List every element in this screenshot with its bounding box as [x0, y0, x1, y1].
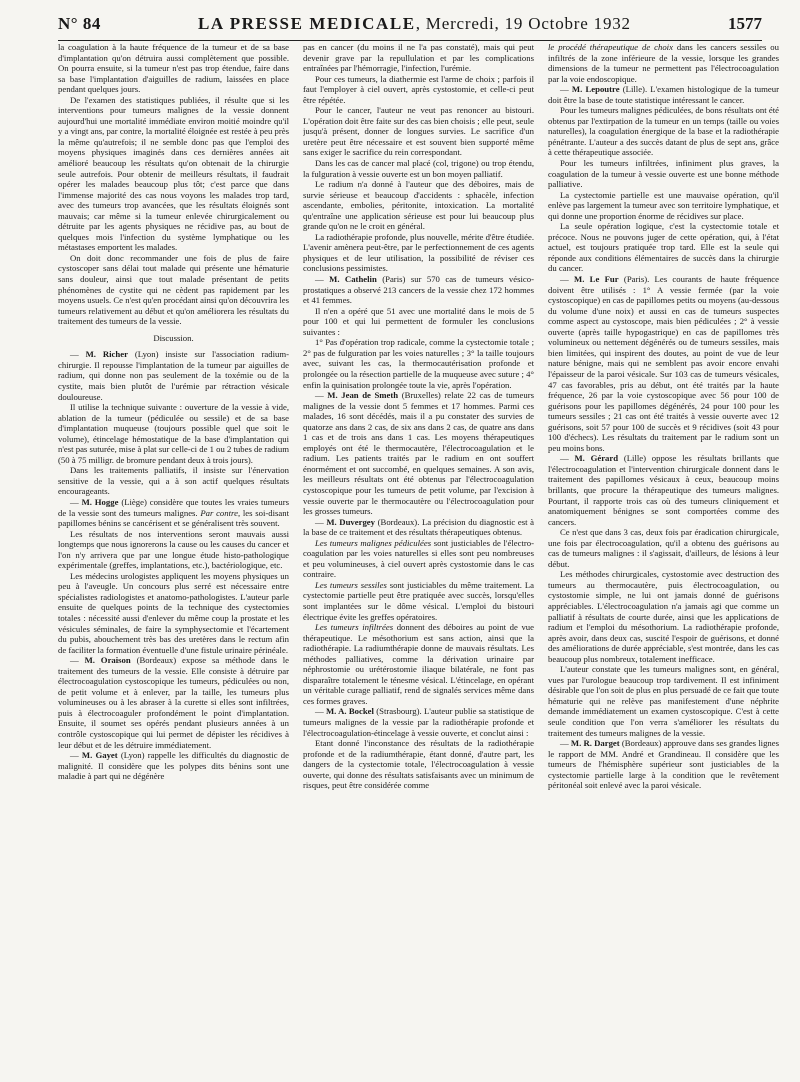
paragraph: De l'examen des statistiques publiées, il résulte que si les interventions pour tumeurs malignes de la vessie donnent aujourd'hui une mortalité immédiate environ moitié moindre qu'il y a vingt ans, par contre, la mortalité éloignée est restée à peu près la même qu'autrefois; il ne semble donc pas que l'emploi des moyens physiques imaginés dans ces dernières années ait amélioré beaucoup les résultats qu'on obtenait de la chirurgie seule autrefois. Pour obtenir de meilleurs résultats, il faudrait opérer les malades beaucoup plus tôt; c'est parce que dans l'immense majorité des cas nous voyons les malades trop tard, avec des tumeurs trop avancées, que les résultats éloignés sont mauvais; car même si la tumeur enlevée chirurgicalement ou détruite par les agents physiques ne récidive pas, au bout de quelques mois l'infection du système lymphatique ou les métastases emportent les malades. [58, 94, 289, 253]
paragraph: Le radium n'a donné à l'auteur que des déboires, mais de survie sérieuse et beaucoup d'accidents : sphacèle, infection ascendante, embolies, péritonite, intoxication. La mortalité qu'entraîne une application sérieuse est pour lui beaucoup plus grande qu'on ne le croit en général. [303, 179, 534, 232]
paragraph: L'auteur constate que les tumeurs malignes sont, en général, vues par l'urologue beaucoup trop tardivement. Il est infiniment désirable que l'on soit de plus en plus persuadé de ce fait que toute hématurie qui ne relève pas manifestement d'une néphrite demande immédiatement un examen cystoscopique. C'est à cette seule condition que l'on verra s'améliorer les résultats du traitement des tumeurs malignes de la vessie. [548, 664, 779, 738]
column-1 [58, 42, 289, 1072]
paragraph: Ce n'est que dans 3 cas, deux fois par éradication chirurgicale, une fois par électrocoagulation, qu'il a obtenu des guérisons au cas de tumeurs malignes : il s'agissait, d'ailleurs, de lésions à leur début. [548, 527, 779, 569]
column-3 [548, 42, 779, 1072]
paragraph: — M. Gérard (Lille) oppose les résultats brillants que l'électrocoagulation et l'intervention chirurgicale donnent dans le traitement des papillomes vésicaux à ceux, beaucoup moins brillants, que procure la thérapeutique des tumeurs malignes. Pourtant, il rapporte trois cas où des tumeurs cliniquement et anatomiquement bénignes se sont comportées comme des cancers. [548, 453, 779, 527]
issue-date: , Mercredi, 19 Octobre 1932 [415, 14, 631, 33]
speaker-name: M. Lepoutre [571, 84, 620, 95]
speaker-name: M. Le Fur [574, 274, 619, 285]
speaker-name: M. Jean de Smeth [327, 390, 399, 401]
paragraph-text: (Lyon) rappelle les difficultés du diagnostic de malignité. Il considère que les polypes dits bénins sont une maladie à part qui ne dégénère [58, 750, 289, 782]
speaker-name: M. Cathelin [329, 274, 377, 285]
paragraph-text: (Lyon) insiste sur l'association radium-chirurgie. Il repousse l'implantation de la tumeur par aiguilles de radium, qui donne non pas seulement de la toxémie ou de la cystite, mais bien plutôt de l'urémie par rétraction vésicale douloureuse. [58, 349, 289, 402]
paragraph: — M. Gayet (Lyon) rappelle les difficultés du diagnostic de malignité. Il considère que les polypes dits bénins sont une maladie à part qui ne dégénère [58, 750, 289, 782]
page-number: 1577 [728, 14, 762, 33]
issue-number: N° 84 [58, 14, 101, 33]
paragraph: — M. Lepoutre (Lille). L'examen histologique de la tumeur doit être la base de toute statistique intéressant le cancer. [548, 84, 779, 105]
paragraph: — M. Oraison (Bordeaux) expose sa méthode dans le traitement des tumeurs de la vessie. Elle consiste à détruire par électrocoagulation cystoscopique les tumeurs, pédiculées ou non, de petit volume et à enlever, par la taille, les tumeurs plus volumineuses ou à les abraser à la curette si elles sont infiltrées, puis à électrocoaguler profondément le point d'implantation. Ensuite, il soumet ses opérés pendant plusieurs années à un contrôle cystoscopique qui lui permet de dépister les récidives à leur début et de les détruire immédiatement. [58, 655, 289, 750]
page-header [58, 14, 762, 41]
paragraph: Pour ces tumeurs, la diathermie est l'arme de choix ; parfois il faut l'employer à ciel ouvert, après cystostomie, et celle-ci peut être répétée. [303, 73, 534, 105]
paragraph: Les méthodes chirurgicales, cystostomie avec destruction des tumeurs au thermocautère, puis électrocoagulation, ou cystostomie simple, ne lui ont jamais donné de guérisons appréciables. L'électrocoagulation n'a jamais agi que comme un palliatif à résultats de courte durée, ainsi que les applications de radium et l'emploi du mésothorium. La radiothérapie profonde, après avoir, dans deux cas, suscité l'espoir de guérisons, et donné des améliorations de durée appréciable, s'est montrée, dans les cas beaucoup plus nombreux, totalement inefficace. [548, 569, 779, 664]
masthead-title: LA PRESSE MEDICALE [197, 14, 416, 33]
emphasis-text: Les tumeurs malignes pédiculées [315, 537, 432, 548]
paragraph [548, 42, 779, 84]
paragraph: La cystectomie partielle est une mauvaise opération, qu'il enlève pas largement la tumeur avec son territoire lymphatique, et qui donne une proportion énorme de récidives sur place. [548, 189, 779, 221]
paragraph-text: (Paris). Les courants de haute fréquence doivent être utilisés : 1° A vessie fermée (par la voie cystoscopique) en cas de papillomes petits ou moyens (au-dessous du volume d'une noix) et aussi en cas de tumeurs suspectes comme aspect au cystoscope, mais bien pédiculées ; 2° à vessie ouverte (après taille hypogastrique) en cas de papillomes très volumineux ou nettement dégénérés ou de tumeurs sessiles, mais bien limitées, qui inspirent des doutes, au point de vue de leur nature bénigne, mais qui ne semblent pas avoir encore envahi l'épaisseur de la paroi vésicale. Sur 103 cas de tumeurs vésicales, 47 cas favorables, pris au début, ont été traités par la haute fréquence, 26 par la voie cystoscopique avec 56 pour 100 de guérisons pour les papillomes dégénérés, 24 pour 100 pour les tumeurs sessiles ; 21 cas ont été traités à vessie ouverte avec 12 guérisons, soit 57 pour 100 de succès et 9 récidives (soit 43 pour 100 d'échecs). Les résultats du traitement par le radium sont un peu moins bons. [548, 274, 779, 453]
paragraph-text: (Paris) sur 570 cas de tumeurs vésico-prostatiques a observé 213 cancers de la vessie chez 172 hommes et 41 femmes. [303, 274, 534, 306]
paragraph-text: dans les cancers sessiles ou infiltrés de la zone inférieure de la vessie, lorsque les grandes dimensions de la tumeur ne permettent pas l'électrocoagulation par la voie endoscopique. [548, 42, 779, 84]
paragraph-text: (Liège) considère que toutes les vraies tumeurs de la vessie sont des tumeurs malignes. [58, 496, 289, 518]
paragraph: Dans les cas de cancer mal placé (col, trigone) ou trop étendu, la fulguration à vessie ouverte est un bon moyen palliatif. [303, 158, 534, 179]
paragraph: On doit donc recommander une fois de plus de faire cystoscoper sans délai tout malade qui présente une hématurie sans douleur, ainsi que tout malade présentant de petits phénomènes de cystite qui ne cèdent pas rapidement par les moyens usuels. Ce n'est qu'en procédant ainsi qu'on découvrira les tumeurs relativement au début et qu'on améliorera les résultats du traitement des tumeurs de la vessie. [58, 252, 289, 327]
paragraph: Dans les traitements palliatifs, il insiste sur l'énervation sensitive de la vessie, qui a à son actif quelques résultats encourageants. [58, 465, 289, 497]
paragraph: Etant donné l'inconstance des résultats de la radiothérapie profonde et de la radiumthérapie, étant donné, d'autre part, les dangers de la cystectomie totale, l'électrocoagulation à vessie ouverte, qui donne des résultats satisfaisants avec un minimum de risques, peut être considérée comme [303, 738, 534, 791]
paragraph [303, 580, 534, 622]
paragraph: Les médecins urologistes appliquent les moyens physiques un peu à l'aveugle. Un concours plus serré est nécessaire entre spécialistes radiologistes et anatomo-pathologistes. L'auteur parle ensuite de quelques points de la technique des cystectomies totales : nécessité aussi d'enlever du même coup la prostate et les vésicules séminales, de faire la symphysectomie et l'écartement du pubis, abouchement très bas des uretères dans le rectum afin de faciliter la formation éventuelle d'une fistule urinaire périnéale. [58, 570, 289, 655]
paragraph: — M. Richer (Lyon) insiste sur l'association radium-chirurgie. Il repousse l'implantation de la tumeur par aiguilles de radium, qui donne non pas seulement de la toxémie ou de la cystite, mais bien plutôt de l'urémie par rétraction vésicale douloureuse. [58, 349, 289, 402]
paragraph-text: (Bordeaux) approuve dans ses grandes lignes le rapport de MM. André et Grandineau. Il considère que les tumeurs de l'hémisphère supérieur sont justiciables de la cystectomie partielle large à la condition que le revêtement péritonéal soit enlevé avec la paroi vésicale. [548, 738, 779, 791]
paragraph-text: sont justiciables du même traitement. La cystectomie partielle peut être pratiquée avec succès, lorsqu'elles sont implantées sur le dôme vésical. L'emploi du bistouri électrique évite les greffes opératoires. [303, 579, 534, 622]
paragraph-text: (Strasbourg). L'auteur publie sa statistique de tumeurs malignes de la vessie par la radiothérapie profonde et l'électrocoagulation-étincelage à vessie ouverte, et conclut ainsi : [303, 706, 534, 738]
emphasis-text: Par contre [200, 507, 238, 518]
paragraph: Il utilise la technique suivante : ouverture de la vessie à vide, ablation de la tumeur (pédiculée ou sessile) et de sa base d'implantation muqueuse (toujours possible quel que soit le volume), étincelage hémostatique de la base d'implantation qui n'est pas suturée, mise à plat sur celle-ci de 1 ou 2 tubes de radium (50 à 75 milligr. de bromure pendant deux à trois jours). [58, 402, 289, 465]
column-2 [303, 42, 534, 1072]
paragraph [303, 538, 534, 580]
paragraph: — M. R. Darget (Bordeaux) approuve dans ses grandes lignes le rapport de MM. André et Grandineau. Il considère que les tumeurs de l'hémisphère supérieur sont justiciables de la cystectomie partielle large à la condition que le revêtement péritonéal soit enlevé avec la paroi vésicale. [548, 738, 779, 791]
paragraph: 1° Pas d'opération trop radicale, comme la cystectomie totale ; 2° pas de fulguration par les voies naturelles ; 3° la taille toujours avec, suivant les cas, la thermocautérisation profonde et prolongée ou la résection partielle de la muqueuse avec suture ; 4° enfin la quinisation prolongée toute la vie, après l'opération. [303, 337, 534, 390]
speaker-name: M. Richer [85, 349, 128, 360]
speaker-name: M. Oraison [84, 655, 131, 666]
emphasis-text: le procédé thérapeutique de choix [548, 42, 673, 52]
paragraph: — M. Duvergey (Bordeaux). La précision du diagnostic est à la base de ce traitement et des résultats thérapeutiques obtenus. [303, 516, 534, 538]
speaker-name: M. Hogge [81, 496, 119, 507]
paragraph: — M. Jean de Smeth (Bruxelles) relate 22 cas de tumeurs malignes de la vessie dont 5 femmes et 17 hommes. Parmi ces malades, 16 sont décédés, mais il a pu constater des survies de quatorze ans dans 2 cas, de six ans dans 2 cas, de quatre ans dans 1 cas et de trois ans dans 1 cas. Les moyens thérapeutiques employés ont été le thermocautère, l'électrocoagulation et le radium. Les patients traités par le radium en ont souffert énormément et ont succombé, en quelques semaines. A son avis, les meilleurs résultats ont été obtenus par l'électrocoagulation cystoscopique pour les tumeurs de petit volume, par l'excision à vessie ouverte par le thermocautère ou l'électrocoagulation pour les grosses tumeurs. [303, 390, 534, 517]
paragraph: — M. A. Bockel (Strasbourg). L'auteur publie sa statistique de tumeurs malignes de la vessie par la radiothérapie profonde et l'électrocoagulation-étincelage à vessie ouverte, et conclut ainsi : [303, 706, 534, 738]
speaker-name: M. A. Bockel [325, 706, 374, 717]
paragraph [303, 622, 534, 706]
speaker-name: M. Gérard [574, 453, 619, 464]
paragraph: pas en cancer (du moins il ne l'a pas constaté), mais qui peut devenir grave par la repullulation et par les complications entraînées par l'hémorragie, l'infection, l'urémie. [303, 42, 534, 74]
emphasis-text: Les tumeurs sessiles [315, 579, 387, 590]
paragraph: Pour le cancer, l'auteur ne veut pas renoncer au bistouri. L'opération doit être faite sur des cas bien choisis ; elle peut, seule jusqu'à présent, donner de longues survies. Le sacrifice d'un uretère peut être nécessaire et est souvent bien supporté même sans exiger le sacrifice du rein correspondant. [303, 105, 534, 158]
paragraph: la coagulation à la haute fréquence de la tumeur et de sa base d'implantation qu'on détruira aussi complètement que possible. On pourra ensuite, si la tumeur n'est pas trop étendue, faire dans sa base l'implantation d'aiguilles de radium, laissées en place pendant quelques jours. [58, 42, 289, 95]
emphasis-text: Les tumeurs infiltrées [315, 622, 394, 633]
paragraph: — M. Le Fur (Paris). Les courants de haute fréquence doivent être utilisés : 1° A vessie fermée (par la voie cystoscopique) en cas de papillomes petits ou moyens (au-dessous du volume d'une noix) et aussi en cas de tumeurs suspectes comme aspect au cystoscope, mais bien pédiculées ; 2° à vessie ouverte (après taille hypogastrique) en cas de papillomes très volumineux ou nettement dégénérés ou de tumeurs sessiles, mais bien limitées, qui inspirent des doutes, au point de vue de leur nature bénigne, mais qui ne semblent pas avoir encore envahi l'épaisseur de la paroi vésicale. Sur 103 cas de tumeurs vésicales, 47 cas favorables, pris au début, ont été traités par la haute fréquence, 26 par la voie cystoscopique avec 56 pour 100 de guérisons pour les papillomes dégénérés, 24 pour 100 pour les tumeurs sessiles ; 21 cas ont été traités à vessie ouverte avec 12 guérisons, soit 57 pour 100 de succès et 9 récidives (soit 43 pour 100 d'échecs). Les résultats du traitement par le radium sont un peu moins bons. [548, 274, 779, 453]
paragraph: — M. Hogge (Liège) considère que toutes les vraies tumeurs de la vessie sont des tumeurs malignes. Par contre, les soi-disant papillomes bénins se cancérisent et se généralisent très souvent. [58, 496, 289, 529]
paragraph: La seule opération logique, c'est la cystectomie totale et précoce. Nous ne pouvons juger de cette opération, qui, à l'état actuel, est toujours pratiquée trop tard. Elle est la seule qui réponde aux conditions élémentaires de succès dans la chirurgie du cancer. [548, 221, 779, 274]
paragraph-text: (Bordeaux). La précision du diagnostic est à la base de ce traitement et des résultats thérapeutiques obtenus. [303, 516, 534, 538]
speaker-name: M. Duvergey [326, 516, 376, 527]
speaker-name: M. Gayet [81, 750, 118, 761]
paragraph-text: (Bruxelles) relate 22 cas de tumeurs malignes de la vessie dont 5 femmes et 17 hommes. Parmi ces malades, 16 sont décédés, mais il a pu constater des survies de quatorze ans dans 2 cas, de six ans dans 2 cas, de quatre ans dans 1 cas et de trois ans dans 1 cas. Les moyens thérapeutiques employés ont été le thermocautère, l'électrocoagulation et le radium. Les patients traités par le radium en ont souffert énormément et ont succombé, en quelques semaines. A son avis, les meilleurs résultats ont été obtenus par l'électrocoagulation cystoscopique pour les tumeurs de petit volume, par l'excision à vessie ouverte par le thermocautère ou l'électrocoagulation pour les grosses tumeurs. [303, 390, 534, 517]
text-columns [58, 42, 780, 1072]
section-heading: Discussion. [153, 332, 194, 343]
paragraph-text: (Bordeaux) expose sa méthode dans le traitement des tumeurs de la vessie. Elle consiste à détruire par électrocoagulation cystoscopique les tumeurs, pédiculées ou non, de petit volume et à enlever, par la taille, les tumeurs plus volumineuses ou à les abraser à la curette si elles sont infiltrées, puis à électrocoaguler profondément le point d'implantation. Ensuite, il soumet ses opérés pendant plusieurs années à un contrôle cystoscopique qui lui permet de dépister les récidives à leur début et de les détruire immédiatement. [58, 655, 289, 750]
paragraph-text: , les soi-disant papillomes bénins se cancérisent et se généralisent très souvent. [58, 507, 289, 529]
paragraph-text: sont justiciables de l'électro-coagulation par les voies naturelles si elles sont peu nombreuses et peu volumineuses, à ciel ouvert après cystostomie dans le cas contraire. [303, 537, 534, 580]
masthead-line [198, 14, 631, 34]
paragraph: — M. Cathelin (Paris) sur 570 cas de tumeurs vésico-prostatiques a observé 213 cancers de la vessie chez 172 hommes et 41 femmes. [303, 274, 534, 306]
paragraph: La radiothérapie profonde, plus nouvelle, mérite d'être étudiée. L'avenir amènera peut-être, par le perfectionnement de ces agents physiques et de leur utilisation, la possibilité de réviser ces conclusions pessimistes. [303, 231, 534, 274]
paragraph: Les résultats de nos interventions seront mauvais aussi longtemps que nous ignorerons la cause ou les causes du cancer et l'on n'y arrivera que par une longue étude histo-pathologique expérimentale (greffes, implantations, etc.), bactériologique, etc. [58, 528, 289, 571]
paragraph-text: (Lille). L'examen histologique de la tumeur doit être la base de toute statistique intéressant le cancer. [548, 84, 779, 105]
paragraph-text: donnent des déboires au point de vue thérapeutique. Le mésothorium est sans action, ainsi que la radiothérapie. La radiumthérapie donne de mauvais résultats. Les méthodes palliatives, comme la dérivation urinaire par néphrostomie ou urétérostomie iliaque bilatérale, ne font pas disparaître totalement le ténesme vésical. L'étincelage, en opérant un véritable curage palliatif, rend de signalés services même dans ces formes graves. [303, 622, 534, 706]
speaker-name: M. R. Darget [570, 738, 620, 749]
paragraph-text: (Lille) oppose les résultats brillants que l'électrocoagulation et l'intervention chirurgicale donnent dans le traitement des papillomes vésicaux à ceux, beaucoup moins brillants, que procure la thérapeutique des tumeurs malignes. Pourtant, il rapporte trois cas où des tumeurs cliniquement et anatomiquement bénignes se sont comportées comme des cancers. [548, 453, 779, 527]
paragraph: Il n'en a opéré que 51 avec une mortalité dans le mois de 5 pour 100 et qui lui permettent de formuler les conclusions suivantes : [303, 305, 534, 337]
paragraph: Pour les tumeurs infiltrées, infiniment plus graves, la coagulation de la tumeur à vessie ouverte est une bonne méthode palliative. [548, 158, 779, 190]
paragraph: Pour les tumeurs malignes pédiculées, de bons résultats ont été obtenus par l'extirpation de la tumeur en un temps (taille ou voies naturelles), la coagulation énergique de la base et la radiothérapie pénétrante. L'auteur a des succès datant de plus de sept ans, grâce à cette thérapeutique associée. [548, 105, 779, 158]
